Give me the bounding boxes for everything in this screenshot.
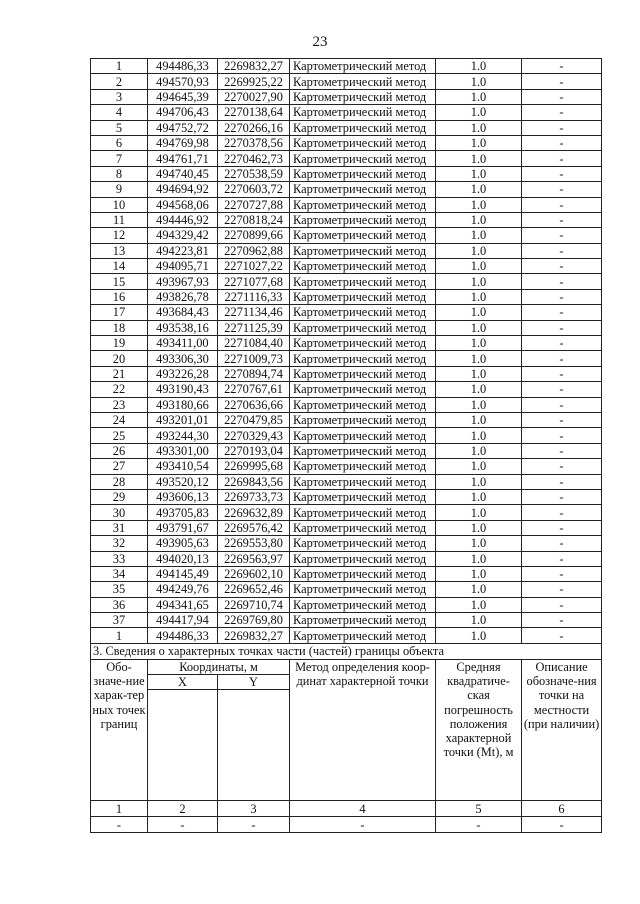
method: Картометрический метод — [290, 505, 436, 520]
point-number: 22 — [91, 382, 148, 397]
coord-y: 2270899,66 — [218, 228, 290, 243]
table-row — [91, 536, 602, 551]
empty-cell: - — [290, 817, 436, 833]
coord-x: 494486,33 — [148, 628, 218, 643]
point-number: 33 — [91, 551, 148, 566]
table-row — [91, 428, 602, 443]
description: - — [522, 305, 602, 320]
description: - — [522, 505, 602, 520]
description: - — [522, 536, 602, 551]
description: - — [522, 366, 602, 381]
coord-y: 2269576,42 — [218, 520, 290, 535]
accuracy: 1.0 — [436, 105, 522, 120]
point-number: 6 — [91, 135, 148, 150]
column-number: 6 — [522, 801, 602, 817]
description: - — [522, 566, 602, 581]
description: - — [522, 74, 602, 89]
accuracy: 1.0 — [436, 520, 522, 535]
point-number: 8 — [91, 166, 148, 181]
coord-x: 494694,92 — [148, 182, 218, 197]
method: Картометрический метод — [290, 351, 436, 366]
coord-x: 493244,30 — [148, 428, 218, 443]
header-x-blank — [148, 690, 218, 801]
accuracy: 1.0 — [436, 351, 522, 366]
coord-x: 493705,83 — [148, 505, 218, 520]
accuracy: 1.0 — [436, 212, 522, 227]
coord-y: 2269563,97 — [218, 551, 290, 566]
coord-x: 494341,65 — [148, 597, 218, 612]
method: Картометрический метод — [290, 597, 436, 612]
coord-y: 2270962,88 — [218, 243, 290, 258]
coord-x: 493538,16 — [148, 320, 218, 335]
description: - — [522, 336, 602, 351]
point-number: 5 — [91, 120, 148, 135]
method: Картометрический метод — [290, 305, 436, 320]
table-row — [91, 566, 602, 581]
description: - — [522, 551, 602, 566]
description: - — [522, 182, 602, 197]
table-row — [91, 412, 602, 427]
coord-y: 2270266,16 — [218, 120, 290, 135]
method: Картометрический метод — [290, 566, 436, 581]
coord-y: 2271125,39 — [218, 320, 290, 335]
accuracy: 1.0 — [436, 274, 522, 289]
coord-x: 493301,00 — [148, 443, 218, 458]
coord-x: 494752,72 — [148, 120, 218, 135]
coord-y: 2271077,68 — [218, 274, 290, 289]
method: Картометрический метод — [290, 120, 436, 135]
coord-x: 493226,28 — [148, 366, 218, 381]
method: Картометрический метод — [290, 397, 436, 412]
table-row — [91, 289, 602, 304]
column-number: 4 — [290, 801, 436, 817]
coord-x: 494329,42 — [148, 228, 218, 243]
coord-y: 2270767,61 — [218, 382, 290, 397]
table-row — [91, 628, 602, 643]
coord-x: 493410,54 — [148, 459, 218, 474]
table-row — [91, 613, 602, 628]
method: Картометрический метод — [290, 228, 436, 243]
coord-x: 494645,39 — [148, 89, 218, 104]
table-row — [91, 89, 602, 104]
point-number: 36 — [91, 597, 148, 612]
table-row — [91, 320, 602, 335]
accuracy: 1.0 — [436, 289, 522, 304]
description: - — [522, 197, 602, 212]
coord-y: 2270727,88 — [218, 197, 290, 212]
table-row — [91, 551, 602, 566]
point-number: 2 — [91, 74, 148, 89]
point-number: 11 — [91, 212, 148, 227]
coord-x: 493520,12 — [148, 474, 218, 489]
coordinates-table-body — [91, 59, 602, 644]
accuracy: 1.0 — [436, 120, 522, 135]
coord-x: 493905,63 — [148, 536, 218, 551]
coord-x: 494486,33 — [148, 59, 218, 74]
coord-x: 494095,71 — [148, 259, 218, 274]
coord-x: 494570,93 — [148, 74, 218, 89]
coord-y: 2271134,46 — [218, 305, 290, 320]
description: - — [522, 397, 602, 412]
method: Картометрический метод — [290, 151, 436, 166]
header-y-blank — [218, 690, 290, 801]
point-number: 14 — [91, 259, 148, 274]
accuracy: 1.0 — [436, 259, 522, 274]
coord-y: 2271084,40 — [218, 336, 290, 351]
accuracy: 1.0 — [436, 228, 522, 243]
description: - — [522, 459, 602, 474]
point-number: 32 — [91, 536, 148, 551]
coordinates-table — [90, 58, 602, 644]
accuracy: 1.0 — [436, 597, 522, 612]
coord-x: 493791,67 — [148, 520, 218, 535]
table-row — [91, 197, 602, 212]
table-row — [91, 59, 602, 74]
point-number: 29 — [91, 489, 148, 504]
table-row — [91, 597, 602, 612]
accuracy: 1.0 — [436, 89, 522, 104]
point-number: 13 — [91, 243, 148, 258]
description: - — [522, 89, 602, 104]
section3-table — [90, 643, 602, 833]
point-number: 10 — [91, 197, 148, 212]
table-row — [91, 305, 602, 320]
description: - — [522, 628, 602, 643]
description: - — [522, 428, 602, 443]
point-number: 37 — [91, 613, 148, 628]
description: - — [522, 289, 602, 304]
point-number: 1 — [91, 628, 148, 643]
accuracy: 1.0 — [436, 151, 522, 166]
coord-x: 493826,78 — [148, 289, 218, 304]
accuracy: 1.0 — [436, 397, 522, 412]
method: Картометрический метод — [290, 428, 436, 443]
table-row — [91, 166, 602, 181]
accuracy: 1.0 — [436, 582, 522, 597]
description: - — [522, 59, 602, 74]
method: Картометрический метод — [290, 520, 436, 535]
method: Картометрический метод — [290, 382, 436, 397]
description: - — [522, 351, 602, 366]
point-number: 27 — [91, 459, 148, 474]
description: - — [522, 166, 602, 181]
point-number: 12 — [91, 228, 148, 243]
method: Картометрический метод — [290, 243, 436, 258]
point-number: 21 — [91, 366, 148, 381]
coord-y: 2269925,22 — [218, 74, 290, 89]
accuracy: 1.0 — [436, 613, 522, 628]
description: - — [522, 597, 602, 612]
accuracy: 1.0 — [436, 566, 522, 581]
table-row — [91, 74, 602, 89]
description: - — [522, 212, 602, 227]
empty-cell: - — [436, 817, 522, 833]
accuracy: 1.0 — [436, 474, 522, 489]
coord-x: 494740,45 — [148, 166, 218, 181]
coord-x: 494769,98 — [148, 135, 218, 150]
coord-y: 2271027,22 — [218, 259, 290, 274]
coord-x: 494761,71 — [148, 151, 218, 166]
method: Картометрический метод — [290, 105, 436, 120]
coord-y: 2270193,04 — [218, 443, 290, 458]
method: Картометрический метод — [290, 474, 436, 489]
method: Картометрический метод — [290, 489, 436, 504]
coord-x: 493180,66 — [148, 397, 218, 412]
method: Картометрический метод — [290, 135, 436, 150]
table-row — [91, 505, 602, 520]
description: - — [522, 151, 602, 166]
method: Картометрический метод — [290, 197, 436, 212]
table-row — [91, 397, 602, 412]
method: Картометрический метод — [290, 536, 436, 551]
description: - — [522, 443, 602, 458]
coord-x: 494446,92 — [148, 212, 218, 227]
table-row — [91, 182, 602, 197]
column-number: 1 — [91, 801, 148, 817]
method: Картометрический метод — [290, 412, 436, 427]
coord-y: 2270378,56 — [218, 135, 290, 150]
description: - — [522, 382, 602, 397]
coord-x: 494568,06 — [148, 197, 218, 212]
coord-x: 493306,30 — [148, 351, 218, 366]
coord-x: 494417,94 — [148, 613, 218, 628]
table-row — [91, 120, 602, 135]
coord-x: 494145,49 — [148, 566, 218, 581]
method: Картометрический метод — [290, 628, 436, 643]
coord-y: 2270538,59 — [218, 166, 290, 181]
point-number: 34 — [91, 566, 148, 581]
method: Картометрический метод — [290, 366, 436, 381]
header-coordinates: Координаты, м — [148, 660, 290, 675]
accuracy: 1.0 — [436, 459, 522, 474]
point-number: 20 — [91, 351, 148, 366]
coord-x: 493201,01 — [148, 412, 218, 427]
point-number: 24 — [91, 412, 148, 427]
accuracy: 1.0 — [436, 443, 522, 458]
table-row — [91, 336, 602, 351]
coord-x: 493967,93 — [148, 274, 218, 289]
coord-y: 2270603,72 — [218, 182, 290, 197]
accuracy: 1.0 — [436, 505, 522, 520]
point-number: 9 — [91, 182, 148, 197]
coord-x: 494706,43 — [148, 105, 218, 120]
method: Картометрический метод — [290, 582, 436, 597]
empty-cell: - — [522, 817, 602, 833]
method: Картометрический метод — [290, 289, 436, 304]
description: - — [522, 320, 602, 335]
coord-y: 2269769,80 — [218, 613, 290, 628]
method: Картометрический метод — [290, 274, 436, 289]
coord-x: 494249,76 — [148, 582, 218, 597]
table-row — [91, 135, 602, 150]
point-number: 25 — [91, 428, 148, 443]
point-number: 4 — [91, 105, 148, 120]
coord-y: 2269602,10 — [218, 566, 290, 581]
description: - — [522, 120, 602, 135]
header-designation: Обо-значе-ние харак-тер ных точек границ — [91, 660, 148, 801]
table-row — [91, 474, 602, 489]
table-row — [91, 582, 602, 597]
method: Картометрический метод — [290, 320, 436, 335]
table-row — [91, 243, 602, 258]
description: - — [522, 520, 602, 535]
table-row — [91, 351, 602, 366]
accuracy: 1.0 — [436, 305, 522, 320]
header-y: Y — [218, 675, 290, 690]
accuracy: 1.0 — [436, 366, 522, 381]
empty-cell: - — [218, 817, 290, 833]
point-number: 17 — [91, 305, 148, 320]
accuracy: 1.0 — [436, 336, 522, 351]
coord-x: 494020,13 — [148, 551, 218, 566]
description: - — [522, 105, 602, 120]
method: Картометрический метод — [290, 182, 436, 197]
method: Картометрический метод — [290, 166, 436, 181]
description: - — [522, 582, 602, 597]
point-number: 16 — [91, 289, 148, 304]
accuracy: 1.0 — [436, 182, 522, 197]
method: Картометрический метод — [290, 59, 436, 74]
point-number: 1 — [91, 59, 148, 74]
table-row — [91, 459, 602, 474]
point-number: 3 — [91, 89, 148, 104]
coord-y: 2271116,33 — [218, 289, 290, 304]
method: Картометрический метод — [290, 459, 436, 474]
accuracy: 1.0 — [436, 243, 522, 258]
point-number: 19 — [91, 336, 148, 351]
description: - — [522, 135, 602, 150]
header-method: Метод определения коор-динат характерной точки — [290, 660, 436, 801]
accuracy: 1.0 — [436, 428, 522, 443]
description: - — [522, 243, 602, 258]
table-row — [91, 366, 602, 381]
accuracy: 1.0 — [436, 628, 522, 643]
coord-y: 2271009,73 — [218, 351, 290, 366]
method: Картометрический метод — [290, 212, 436, 227]
description: - — [522, 259, 602, 274]
method: Картометрический метод — [290, 259, 436, 274]
point-number: 26 — [91, 443, 148, 458]
page-number: 23 — [312, 34, 328, 50]
method: Картометрический метод — [290, 443, 436, 458]
coord-y: 2270138,64 — [218, 105, 290, 120]
table-row — [91, 212, 602, 227]
coord-y: 2269832,27 — [218, 628, 290, 643]
accuracy: 1.0 — [436, 489, 522, 504]
coord-y: 2269652,46 — [218, 582, 290, 597]
point-number: 18 — [91, 320, 148, 335]
description: - — [522, 412, 602, 427]
accuracy: 1.0 — [436, 412, 522, 427]
method: Картометрический метод — [290, 613, 436, 628]
point-number: 23 — [91, 397, 148, 412]
accuracy: 1.0 — [436, 74, 522, 89]
table-row — [91, 274, 602, 289]
coord-y: 2269843,56 — [218, 474, 290, 489]
column-number: 3 — [218, 801, 290, 817]
method: Картометрический метод — [290, 89, 436, 104]
coord-y: 2269832,27 — [218, 59, 290, 74]
empty-cell: - — [148, 817, 218, 833]
method: Картометрический метод — [290, 74, 436, 89]
description: - — [522, 474, 602, 489]
column-number: 5 — [436, 801, 522, 817]
coord-x: 493411,00 — [148, 336, 218, 351]
coord-y: 2270462,73 — [218, 151, 290, 166]
point-number: 30 — [91, 505, 148, 520]
point-number: 31 — [91, 520, 148, 535]
accuracy: 1.0 — [436, 197, 522, 212]
table-row — [91, 489, 602, 504]
coord-y: 2269632,89 — [218, 505, 290, 520]
accuracy: 1.0 — [436, 135, 522, 150]
description: - — [522, 274, 602, 289]
point-number: 7 — [91, 151, 148, 166]
coord-y: 2270894,74 — [218, 366, 290, 381]
accuracy: 1.0 — [436, 59, 522, 74]
table-row — [91, 520, 602, 535]
coord-y: 2269733,73 — [218, 489, 290, 504]
coord-x: 494223,81 — [148, 243, 218, 258]
table-row — [91, 105, 602, 120]
coord-y: 2270027,90 — [218, 89, 290, 104]
table-row — [91, 151, 602, 166]
table-row — [91, 382, 602, 397]
table-row — [91, 228, 602, 243]
coord-y: 2269710,74 — [218, 597, 290, 612]
empty-cell: - — [91, 817, 148, 833]
coord-y: 2269553,80 — [218, 536, 290, 551]
accuracy: 1.0 — [436, 166, 522, 181]
header-description: Описание обозначе-ния точки на местности (при наличии) — [522, 660, 602, 801]
section3-title: 3. Сведения о характерных точках части (частей) границы объекта — [91, 644, 602, 660]
accuracy: 1.0 — [436, 551, 522, 566]
coord-y: 2269995,68 — [218, 459, 290, 474]
point-number: 35 — [91, 582, 148, 597]
header-accuracy: Средняя квадратиче-ская погрешность положения характерной точки (Mt), м — [436, 660, 522, 801]
coord-y: 2270636,66 — [218, 397, 290, 412]
coord-y: 2270479,85 — [218, 412, 290, 427]
coord-x: 493190,43 — [148, 382, 218, 397]
header-x: X — [148, 675, 218, 690]
coord-y: 2270329,43 — [218, 428, 290, 443]
description: - — [522, 228, 602, 243]
point-number: 15 — [91, 274, 148, 289]
accuracy: 1.0 — [436, 320, 522, 335]
method: Картометрический метод — [290, 336, 436, 351]
table-row — [91, 259, 602, 274]
coord-x: 493684,43 — [148, 305, 218, 320]
method: Картометрический метод — [290, 551, 436, 566]
description: - — [522, 613, 602, 628]
coord-x: 493606,13 — [148, 489, 218, 504]
point-number: 28 — [91, 474, 148, 489]
accuracy: 1.0 — [436, 382, 522, 397]
coord-y: 2270818,24 — [218, 212, 290, 227]
accuracy: 1.0 — [436, 536, 522, 551]
table-row — [91, 443, 602, 458]
column-number: 2 — [148, 801, 218, 817]
description: - — [522, 489, 602, 504]
